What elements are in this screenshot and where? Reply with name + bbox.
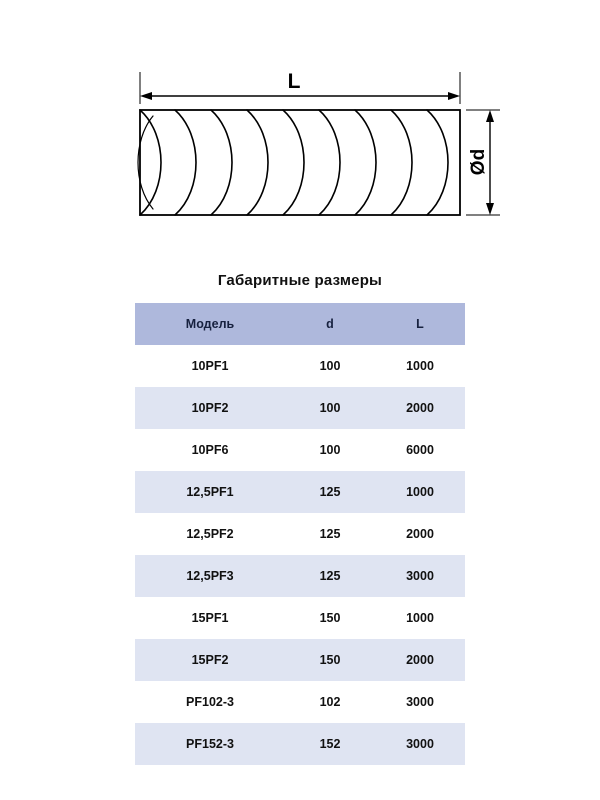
cell-l: 1000	[375, 345, 465, 387]
length-label: L	[287, 70, 301, 93]
cell-l: 3000	[375, 555, 465, 597]
cell-l: 1000	[375, 471, 465, 513]
table-row	[135, 597, 465, 639]
table-row	[135, 723, 465, 765]
cell-model: PF102-3	[135, 681, 285, 723]
table-row	[135, 471, 465, 513]
cell-l: 1000	[375, 597, 465, 639]
length-dimension	[140, 92, 460, 100]
table-row	[135, 345, 465, 387]
cell-d: 100	[285, 345, 375, 387]
cell-model: 12,5PF2	[135, 513, 285, 555]
cell-d: 150	[285, 639, 375, 681]
table-row	[135, 555, 465, 597]
cell-d: 102	[285, 681, 375, 723]
cell-model: 10PF2	[135, 387, 285, 429]
cell-d: 152	[285, 723, 375, 765]
cell-model: 10PF6	[135, 429, 285, 471]
table-body	[135, 345, 465, 765]
cell-d: 150	[285, 597, 375, 639]
cell-d: 100	[285, 387, 375, 429]
cell-model: 15PF1	[135, 597, 285, 639]
cell-d: 125	[285, 471, 375, 513]
table-title: Габаритные размеры	[217, 272, 383, 289]
table-row	[135, 513, 465, 555]
cell-d: 125	[285, 513, 375, 555]
table-header-row	[135, 303, 465, 345]
column-header-model: Модель	[135, 303, 285, 345]
table-row	[135, 387, 465, 429]
diameter-label: Ød	[468, 148, 489, 176]
cell-model: 12,5PF1	[135, 471, 285, 513]
column-header-d: d	[285, 303, 375, 345]
cell-l: 3000	[375, 723, 465, 765]
table-row	[135, 681, 465, 723]
duct-body	[138, 110, 460, 215]
dimensions-table	[135, 303, 465, 765]
cell-d: 100	[285, 429, 375, 471]
cell-model: PF152-3	[135, 723, 285, 765]
cell-model: 15PF2	[135, 639, 285, 681]
cell-d: 125	[285, 555, 375, 597]
cell-l: 2000	[375, 513, 465, 555]
duct-technical-drawing	[0, 0, 600, 260]
table-header	[135, 303, 465, 345]
column-header-l: L	[375, 303, 465, 345]
cell-l: 2000	[375, 639, 465, 681]
cell-l: 6000	[375, 429, 465, 471]
cell-model: 12,5PF3	[135, 555, 285, 597]
dimensions-table-section	[0, 272, 600, 765]
cell-model: 10PF1	[135, 345, 285, 387]
cell-l: 2000	[375, 387, 465, 429]
cell-l: 3000	[375, 681, 465, 723]
table-row	[135, 639, 465, 681]
table-row	[135, 429, 465, 471]
